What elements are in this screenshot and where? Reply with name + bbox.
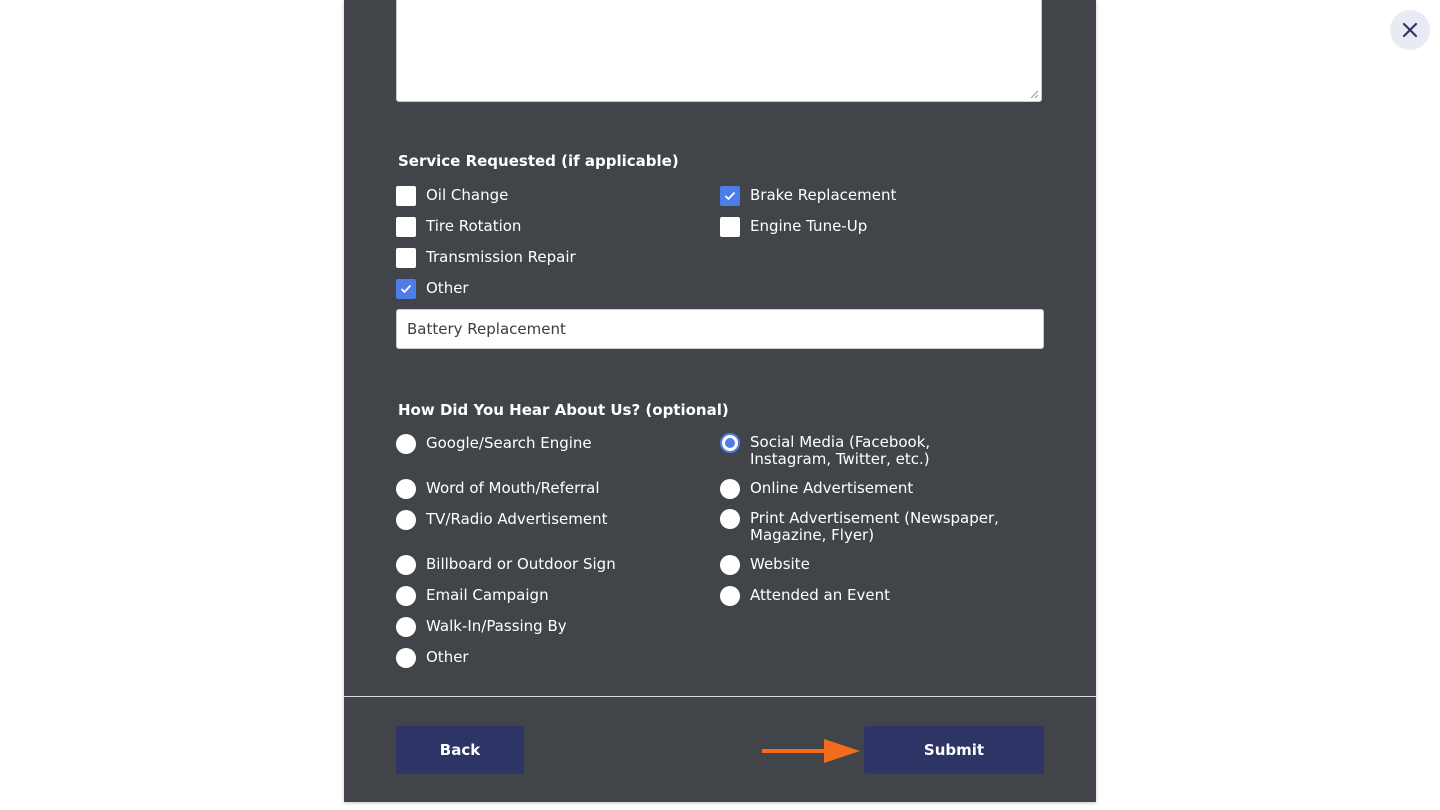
checkbox-box[interactable]	[720, 217, 740, 237]
radio-label: Billboard or Outdoor Sign	[426, 555, 616, 573]
checkbox-label: Tire Rotation	[426, 217, 522, 235]
resize-grip-icon[interactable]	[1030, 90, 1039, 99]
checkbox-label: Brake Replacement	[750, 186, 897, 204]
radio-label: Social Media (Facebook, Instagram, Twitter, etc.)	[750, 433, 931, 468]
footer-divider	[344, 696, 1096, 697]
radio-tv-radio[interactable]	[396, 510, 608, 530]
radio-label: Print Advertisement (Newspaper, Magazine, Flyer)	[750, 509, 999, 544]
checkbox-other[interactable]	[396, 279, 469, 299]
radio-website[interactable]	[720, 555, 810, 575]
checkmark-icon	[400, 284, 412, 294]
radio-word-of-mouth[interactable]	[396, 479, 600, 499]
radio-label: Google/Search Engine	[426, 434, 592, 452]
hear-about-us-label: How Did You Hear About Us? (optional)	[398, 401, 729, 419]
form-panel	[344, 0, 1096, 802]
radio-circle[interactable]	[396, 617, 416, 637]
radio-circle[interactable]	[396, 555, 416, 575]
checkbox-box[interactable]	[396, 279, 416, 299]
radio-label: Online Advertisement	[750, 479, 914, 497]
checkmark-icon	[724, 191, 736, 201]
radio-circle[interactable]	[720, 586, 740, 606]
radio-label: Word of Mouth/Referral	[426, 479, 600, 497]
close-icon	[1402, 22, 1418, 38]
radio-circle[interactable]	[396, 648, 416, 668]
back-button[interactable]: Back	[396, 726, 524, 774]
checkbox-label: Transmission Repair	[426, 248, 576, 266]
other-service-input[interactable]	[396, 309, 1044, 349]
checkbox-tire-rotation[interactable]	[396, 217, 521, 237]
radio-label: Email Campaign	[426, 586, 549, 604]
radio-social-media[interactable]	[720, 433, 1000, 468]
checkbox-label: Engine Tune-Up	[750, 217, 868, 235]
radio-circle[interactable]	[396, 434, 416, 454]
radio-circle[interactable]	[720, 555, 740, 575]
radio-label: Attended an Event	[750, 586, 890, 604]
checkbox-box[interactable]	[396, 248, 416, 268]
close-button[interactable]	[1390, 10, 1430, 50]
radio-circle[interactable]	[720, 509, 740, 529]
checkbox-label: Oil Change	[426, 186, 509, 204]
radio-circle[interactable]	[396, 479, 416, 499]
radio-google-search[interactable]	[396, 434, 592, 454]
radio-other[interactable]	[396, 648, 469, 668]
submit-button[interactable]: Submit	[864, 726, 1044, 774]
radio-label: TV/Radio Advertisement	[426, 510, 608, 528]
checkbox-box[interactable]	[720, 186, 740, 206]
radio-label: Other	[426, 648, 469, 666]
radio-label: Walk-In/Passing By	[426, 617, 567, 635]
service-requested-label: Service Requested (if applicable)	[398, 152, 679, 170]
message-textarea-wrapper	[344, 0, 1096, 104]
radio-billboard[interactable]	[396, 555, 616, 575]
radio-circle[interactable]	[720, 433, 740, 453]
radio-email-campaign[interactable]	[396, 586, 549, 606]
checkbox-transmission-repair[interactable]	[396, 248, 576, 268]
radio-circle[interactable]	[720, 479, 740, 499]
checkbox-engine-tune-up[interactable]	[720, 217, 867, 237]
checkbox-box[interactable]	[396, 217, 416, 237]
message-textarea[interactable]	[396, 0, 1042, 102]
radio-label: Website	[750, 555, 810, 573]
radio-circle[interactable]	[396, 586, 416, 606]
radio-attended-event[interactable]	[720, 586, 890, 606]
checkbox-oil-change[interactable]	[396, 186, 508, 206]
checkbox-label: Other	[426, 279, 469, 297]
radio-online-advertisement[interactable]	[720, 479, 913, 499]
radio-print-advertisement[interactable]	[720, 509, 1000, 544]
radio-circle[interactable]	[396, 510, 416, 530]
checkbox-brake-replacement[interactable]	[720, 186, 896, 206]
arrow-right-icon	[762, 737, 862, 765]
radio-walk-in[interactable]	[396, 617, 567, 637]
checkbox-box[interactable]	[396, 186, 416, 206]
